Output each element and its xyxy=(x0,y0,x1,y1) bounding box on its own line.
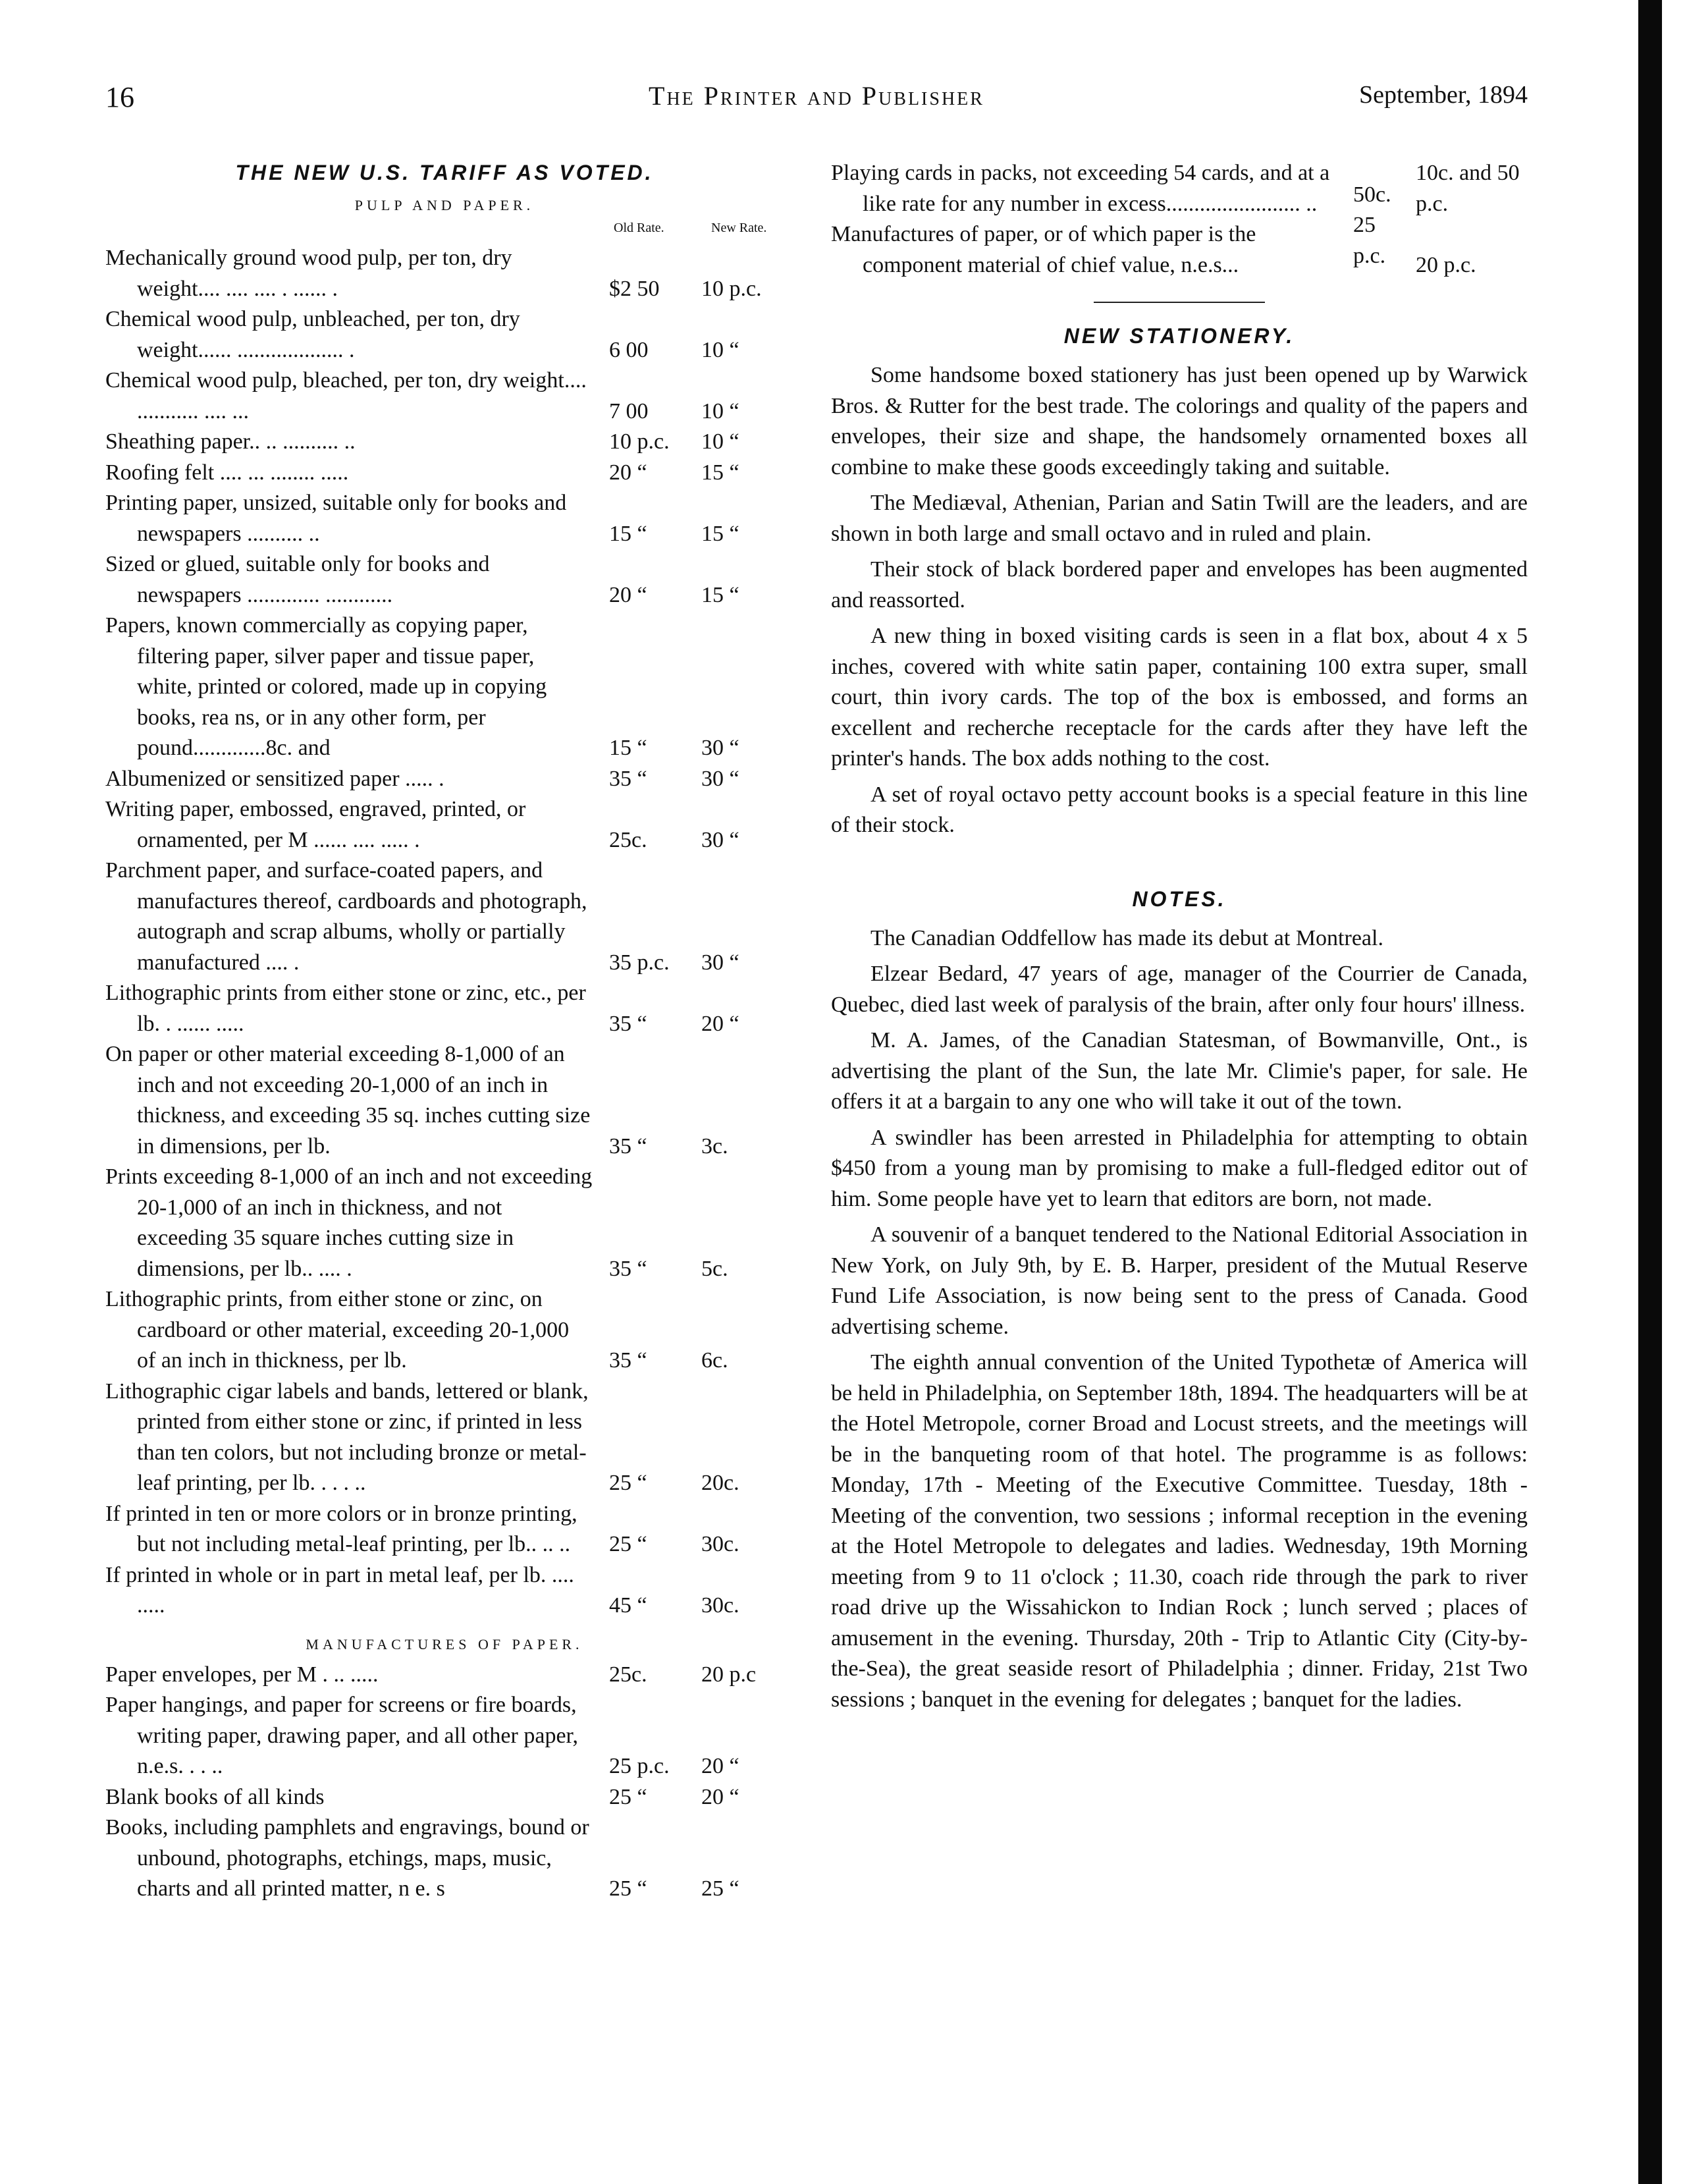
tariff-item-description: Sheathing paper.. .. .......... .. xyxy=(105,429,356,454)
tariff-item-description: Chemical wood pulp, unbleached, per ton, dry weight...... ................... . xyxy=(105,307,520,362)
tariff-item-description: Paper envelopes, per M . .. ..... xyxy=(105,1662,379,1687)
tariff-item-description: Roofing felt .... ... ........ ..... xyxy=(105,460,349,485)
notes-paragraph: The eighth annual convention of the United Typothetæ of America will be held in Philadelphia, on September 18th, 1894. The headquarters will be at the Hotel Metropole, corner Broad and Locust streets, and the meetings will be in the banqueting room of that hotel. The programme is as follows: Monday, 17th - Meeting of the Executive Committee. Tuesday, 18th - Meeting of the convention, two sessions ; informal reception in the evening at the Hotel Metropole to delegates and ladies. Wednesday, 19th Morning meeting from 9 to 11 o'clock ; 11.30, coach ride through the park to river road drive up the Wissahickon to Indian Rock ; lunch served ; places of amusement in the evening. Thursday, 20th - Trip to Atlantic City (City-by-the-Sea), the great seaside resort of Philadelphia ; dinner. Friday, 21st Two sessions ; banquet in the evening for delegates ; banquet for the ladies. xyxy=(831,1350,1528,1712)
notes-paragraph: The Canadian Oddfellow has made its debut at Montreal. xyxy=(870,925,1383,950)
old-rate-value: 25c. xyxy=(609,827,647,852)
tariff-row xyxy=(105,304,784,366)
tariff-item-description: Lithographic cigar labels and bands, lettered or blank, printed from either stone or zinc, if printed in less than ten colors, but not including bronze or metal-leaf printing, per lb. . . . .. xyxy=(105,1379,589,1495)
old-rate-value: 25 p.c. xyxy=(1353,213,1386,268)
old-rate-value: 20 “ xyxy=(609,582,647,607)
tariff-row xyxy=(105,427,784,458)
new-rate-value: 20 “ xyxy=(701,1011,739,1036)
notes-heading: NOTES. xyxy=(1132,887,1227,911)
tariff-row xyxy=(105,794,784,856)
old-rate-value: 35 “ xyxy=(609,1348,647,1373)
tariff-item-description: Lithographic prints, from either stone or zinc, on cardboard or other material, exceeding 20-1,000 of an inch in thickness, per lb. xyxy=(105,1287,570,1373)
pulp-paper-subheading: PULP AND PAPER. xyxy=(354,197,535,213)
stationery-heading: NEW STATIONERY. xyxy=(1063,324,1295,348)
tariff-item-description: Lithographic prints from either stone or zinc, etc., per lb. . ...... ..... xyxy=(105,981,586,1036)
tariff-row xyxy=(105,243,784,304)
new-rate-value: 10c. and 50 p.c. xyxy=(1416,161,1520,216)
tariff-row xyxy=(105,856,784,978)
tariff-item-description: If printed in ten or more colors or in bronze printing, but not including metal-leaf printing, per lb.. .. .. xyxy=(105,1501,577,1556)
new-rate-label: New Rate. xyxy=(711,221,767,235)
tariff-row xyxy=(105,488,784,549)
tariff-item-description: Chemical wood pulp, bleached, per ton, dry weight.... ........... .... ... xyxy=(105,368,587,423)
new-rate-value: 5c. xyxy=(701,1256,728,1281)
new-rate-value: 30c. xyxy=(701,1532,739,1556)
notes-paragraph: M. A. James, of the Canadian Statesman, of Bowmanville, Ont., is advertising the plant of the Sun, the late Mr. Climie's paper, for sale. He offers it at a bargain to any one who will take it out of the town. xyxy=(831,1028,1528,1114)
tariff-item-description: Books, including pamphlets and engravings, bound or unbound, photographs, etchings, maps, music, charts and all printed matter, n e. s xyxy=(105,1815,589,1901)
old-rate-value: 15 “ xyxy=(609,521,647,546)
stationery-article xyxy=(831,360,1528,841)
old-rate-value: 35 p.c. xyxy=(609,950,670,975)
tariff-row xyxy=(831,213,1528,281)
new-rate-value: 15 “ xyxy=(701,460,739,485)
manufactures-subheading: MANUFACTURES OF PAPER. xyxy=(306,1635,583,1652)
tariff-row xyxy=(105,1560,784,1622)
tariff-row xyxy=(831,158,1528,219)
notes-paragraph: Elzear Bedard, 47 years of age, manager of the Courrier de Canada, Quebec, died last week of paralysis of the brain, after only four hours' illness. xyxy=(831,962,1528,1017)
tariff-item-description: Blank books of all kinds xyxy=(105,1784,325,1809)
old-rate-value: 7 00 xyxy=(609,398,649,423)
old-rate-value: 25 p.c. xyxy=(609,1754,670,1778)
tariff-item-description: If printed in whole or in part in metal leaf, per lb. .... ..... xyxy=(105,1562,574,1618)
tariff-item-description: Sized or glued, suitable only for books and newspapers ............. ............ xyxy=(105,552,490,607)
new-rate-value: 10 p.c. xyxy=(701,276,762,301)
old-rate-value: 50c. xyxy=(1353,182,1391,207)
left-column xyxy=(105,158,784,1905)
old-rate-value: 25 “ xyxy=(609,1784,647,1809)
new-rate-value: 20c. xyxy=(701,1471,739,1495)
old-rate-label: Old Rate. xyxy=(614,221,664,235)
issue-date: September, 1894 xyxy=(1359,81,1528,109)
new-rate-value: 30 “ xyxy=(701,827,739,852)
tariff-row xyxy=(105,1499,784,1560)
new-rate-value: 10 “ xyxy=(701,337,739,362)
new-rate-value: 3c. xyxy=(701,1133,728,1159)
old-rate-value: 25 “ xyxy=(609,1532,647,1556)
old-rate-value: 35 “ xyxy=(609,766,647,791)
new-rate-value: 25 “ xyxy=(701,1876,739,1901)
stationery-paragraph: The Mediæval, Athenian, Parian and Satin Twill are the leaders, and are shown in both large and small octavo and in ruled and plain. xyxy=(831,491,1528,546)
old-rate-value: 20 “ xyxy=(609,460,647,485)
old-rate-value: 25 “ xyxy=(609,1471,647,1495)
old-rate-value: 15 “ xyxy=(609,736,647,760)
new-rate-value: 20 “ xyxy=(701,1784,739,1809)
tariff-item-description: Manufactures of paper, or of which paper is the component material of chief value, n.e.s... xyxy=(831,222,1256,277)
new-rate-value: 10 “ xyxy=(701,429,739,454)
publication-title: The Printer and Publisher xyxy=(649,81,984,111)
new-rate-value: 15 “ xyxy=(701,521,739,546)
tariff-item-description: Prints exceeding 8-1,000 of an inch and not exceeding 20-1,000 of an inch in thickness, and not exceeding 35 square inches cutting size in dimensions, per lb.. .... . xyxy=(105,1164,593,1281)
stationery-paragraph: Their stock of black bordered paper and envelopes has been augmented and reassorted. xyxy=(831,557,1528,613)
pulp-tariff-list xyxy=(105,243,784,1622)
new-rate-value: 10 “ xyxy=(701,398,739,423)
tariff-row xyxy=(105,1813,784,1905)
new-rate-value: 30 “ xyxy=(701,766,739,791)
tariff-item-description: Papers, known commercially as copying paper, filtering paper, silver paper and tissue paper, white, printed or colored, made up in copying books, rea ns, or in any other form, per pound.............8c. and xyxy=(105,613,547,760)
page-number: 16 xyxy=(105,81,134,113)
tariff-row xyxy=(105,978,784,1039)
rate-column-headers xyxy=(105,221,784,243)
stationery-paragraph: A set of royal octavo petty account books is a special feature in this line of their stock. xyxy=(831,782,1528,837)
tariff-row xyxy=(105,1284,784,1377)
tariff-item-description: Parchment paper, and surface-coated papers, and manufactures thereof, cardboards and photograph, autograph and scrap albums, wholly or partially manufactured .... . xyxy=(105,858,587,975)
right-column xyxy=(831,158,1528,1720)
tariff-item-description: Writing paper, embossed, engraved, printed, or ornamented, per M ...... .... ..... . xyxy=(105,797,526,852)
old-rate-value: 35 “ xyxy=(609,1133,647,1159)
new-rate-value: 30 “ xyxy=(701,950,739,975)
new-rate-value: 6c. xyxy=(701,1348,728,1373)
tariff-item-description: Mechanically ground wood pulp, per ton, dry weight.... .... .... . ...... . xyxy=(105,246,512,301)
new-rate-value: 15 “ xyxy=(701,582,739,607)
tariff-row xyxy=(105,1660,784,1691)
notes-article xyxy=(831,923,1528,1716)
old-rate-value: 25 “ xyxy=(609,1876,647,1901)
new-rate-value: 30 “ xyxy=(701,736,739,760)
tariff-row xyxy=(105,1782,784,1813)
tariff-row xyxy=(105,458,784,489)
new-rate-value: 20 p.c. xyxy=(1416,252,1476,277)
stationery-paragraph: Some handsome boxed stationery has just been opened up by Warwick Bros. & Rutter for the best trade. The colorings and quality of the papers and envelopes, their size and shape, the handsomely ornamented boxes all combine to make these goods exceedingly taking and suitable. xyxy=(831,363,1528,479)
section-divider xyxy=(1094,302,1265,303)
tariff-row xyxy=(105,1377,784,1499)
tariff-row xyxy=(105,549,784,611)
page-header xyxy=(105,80,1528,126)
tariff-item-description: Paper hangings, and paper for screens or fire boards, writing paper, drawing paper, and all other paper, n.e.s. . . .. xyxy=(105,1693,578,1778)
tariff-row xyxy=(105,611,784,764)
new-rate-value: 20 p.c xyxy=(701,1662,757,1687)
notes-paragraph: A souvenir of a banquet tendered to the National Editorial Association in New York, on July 9th, by E. B. Harper, president of the Mutual Reserve Fund Life Association, is now being sent to the press of Canada. Good advertising scheme. xyxy=(831,1222,1528,1339)
new-rate-value: 20 “ xyxy=(701,1754,739,1778)
continued-tariff-list xyxy=(831,158,1528,281)
tariff-item-description: On paper or other material exceeding 8-1,000 of an inch and not exceeding 20-1,000 of an inch in thickness, and exceeding 35 sq. inches cutting size in dimensions, per lb. xyxy=(105,1042,591,1159)
manufactures-tariff-list xyxy=(105,1660,784,1905)
tariff-row xyxy=(105,1039,784,1162)
tariff-item-description: Playing cards in packs, not exceeding 54 cards, and at a like rate for any number in excess........................ .. xyxy=(831,161,1330,216)
tariff-row xyxy=(105,764,784,795)
stationery-paragraph: A new thing in boxed visiting cards is seen in a flat box, about 4 x 5 inches, covered with white satin paper, containing 100 extra super, small court, thin ivory cards. The top of the box is embossed, and forms an excellent and recherche receptacle for the cards after they have left the printer's hands. The box adds nothing to the cost. xyxy=(831,624,1528,771)
tariff-item-description: Printing paper, unsized, suitable only for books and newspapers .......... .. xyxy=(105,491,567,546)
old-rate-value: 25c. xyxy=(609,1662,647,1687)
tariff-row xyxy=(105,1690,784,1782)
tariff-item-description: Albumenized or sensitized paper ..... . xyxy=(105,766,444,791)
old-rate-value: 35 “ xyxy=(609,1011,647,1036)
tariff-row xyxy=(105,1162,784,1284)
new-rate-value: 30c. xyxy=(701,1593,739,1618)
tariff-heading: THE NEW U.S. TARIFF AS VOTED. xyxy=(235,161,654,184)
old-rate-value: $2 50 xyxy=(609,276,660,301)
scan-edge-bar xyxy=(1638,0,1662,2184)
tariff-row xyxy=(105,366,784,427)
old-rate-value: 35 “ xyxy=(609,1256,647,1281)
old-rate-value: 45 “ xyxy=(609,1593,647,1618)
old-rate-value: 10 p.c. xyxy=(609,429,670,454)
notes-paragraph: A swindler has been arrested in Philadelphia for attempting to obtain $450 from a young man by promising to make a full-fledged editor out of him. Some people have yet to learn that editors are born, not made. xyxy=(831,1125,1528,1211)
old-rate-value: 6 00 xyxy=(609,337,649,362)
